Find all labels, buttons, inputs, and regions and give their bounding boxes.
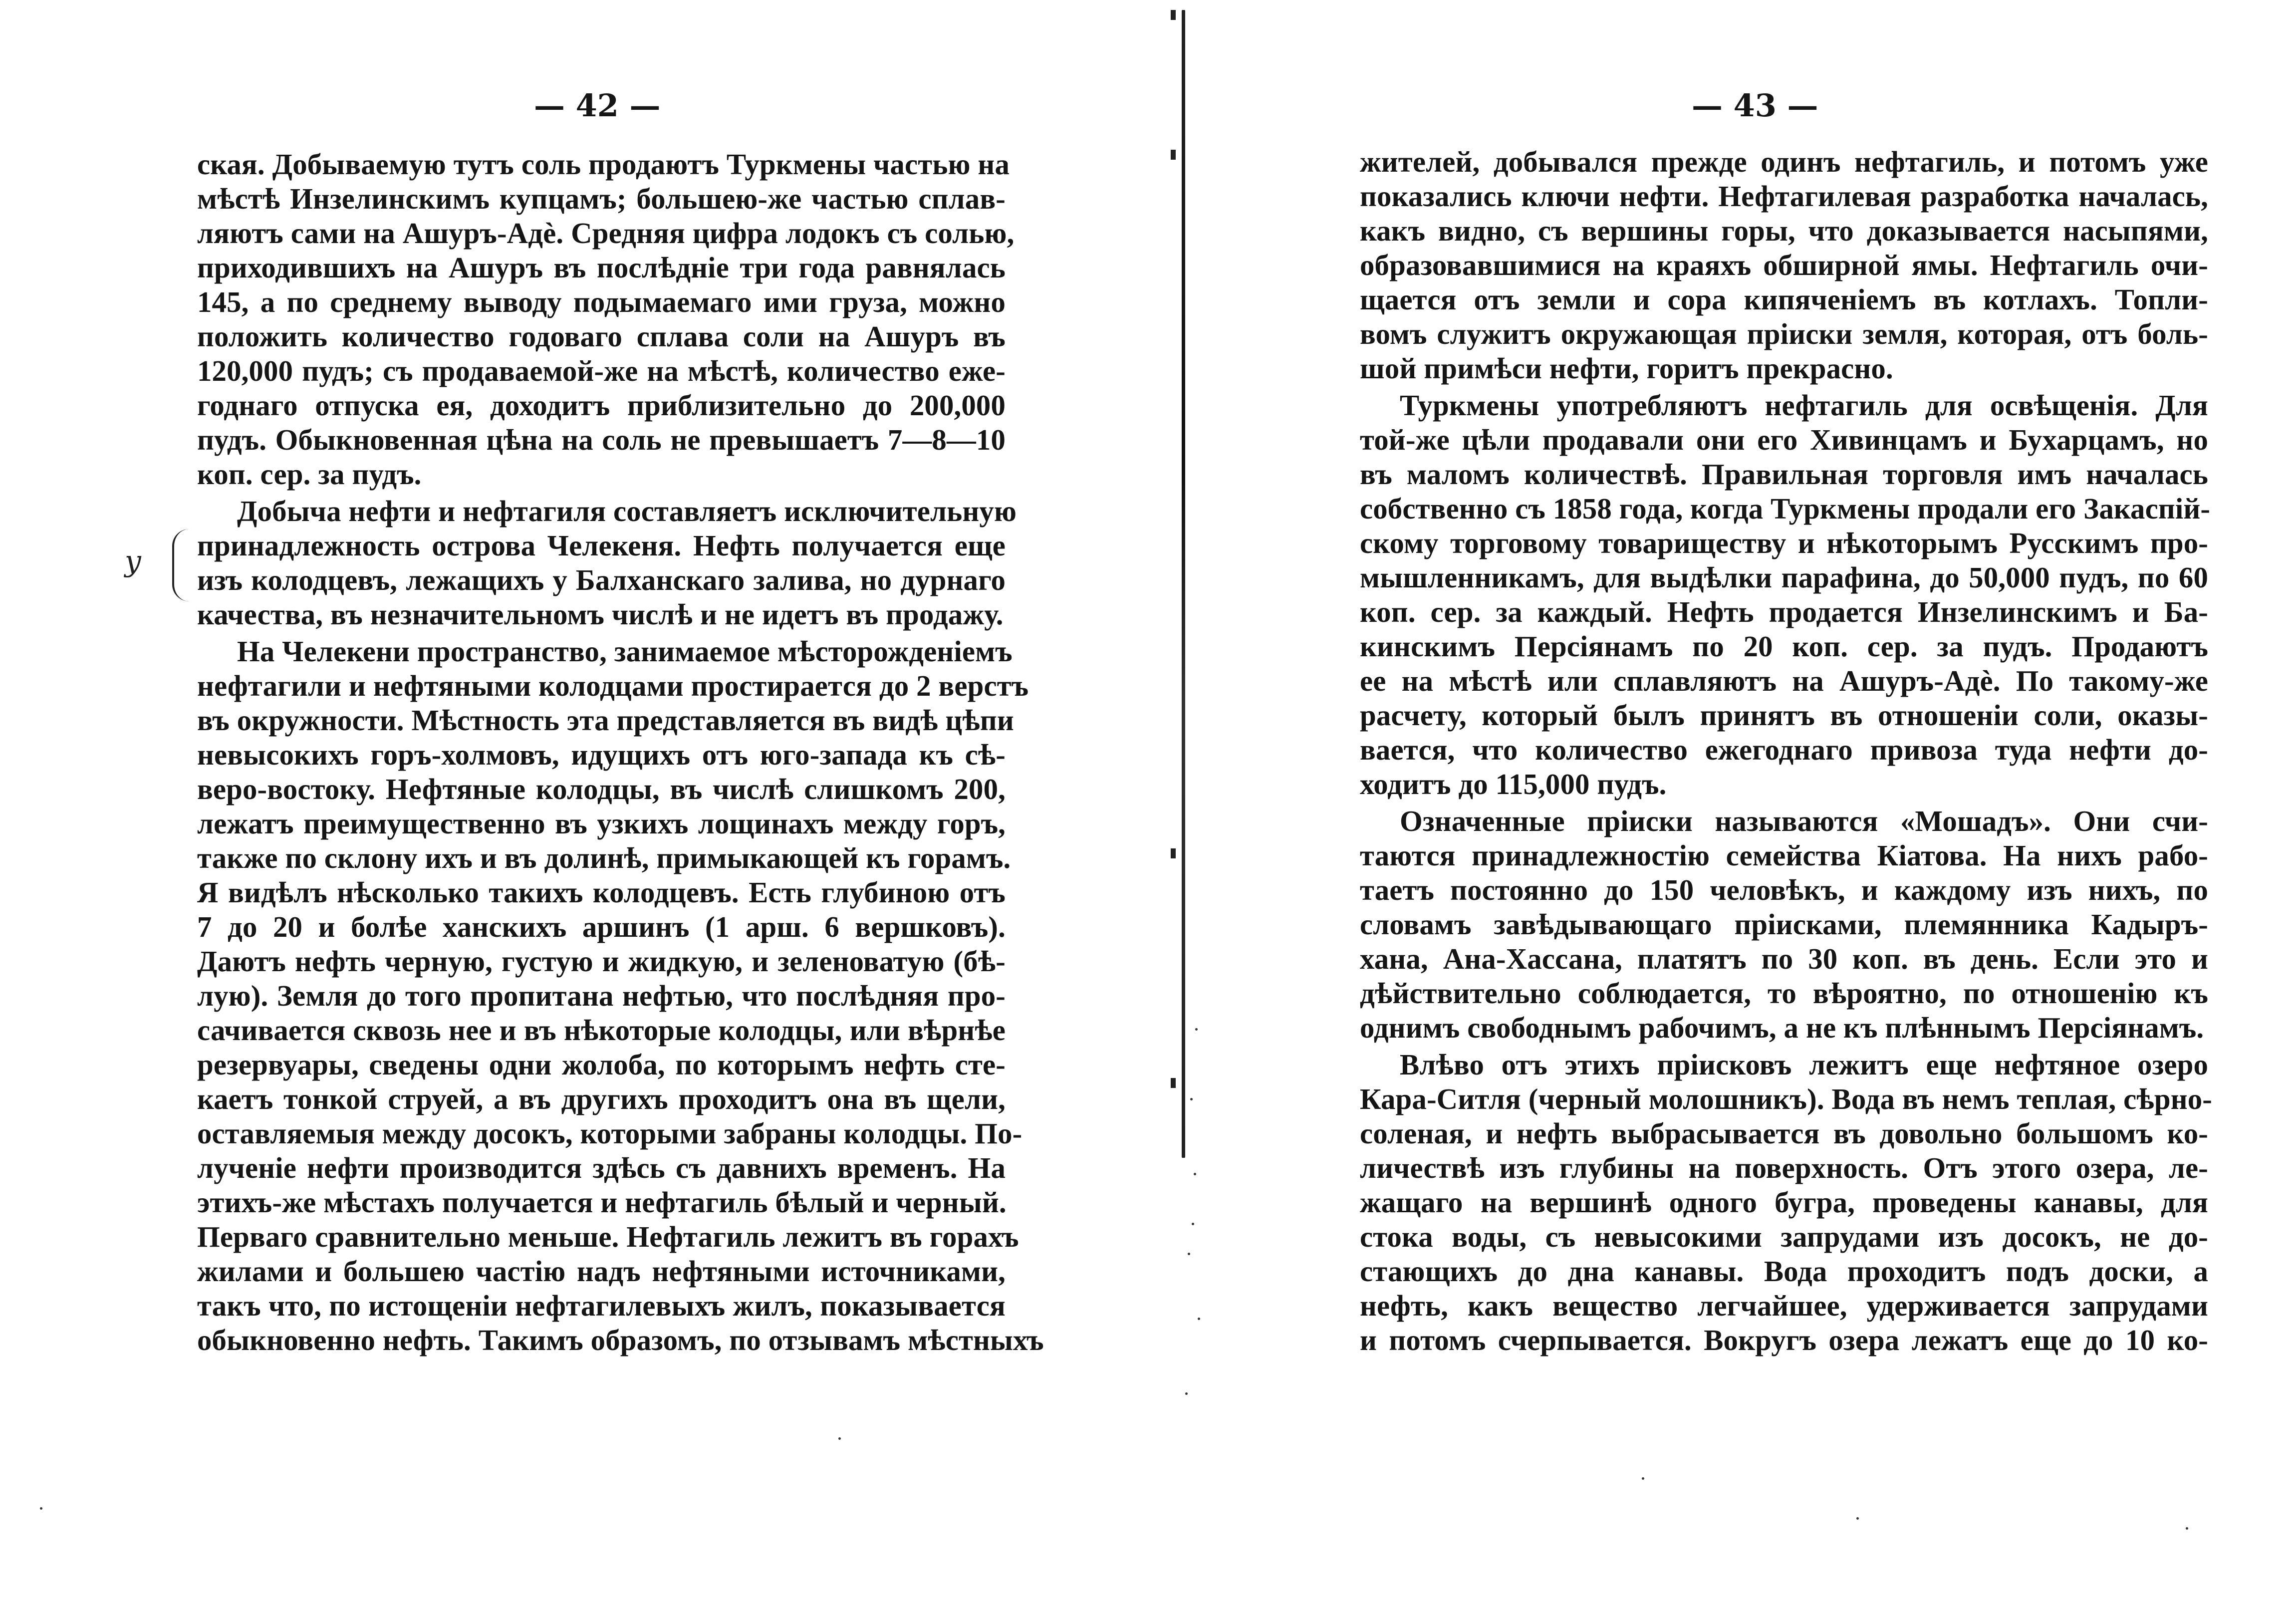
text-line: и потомъ счерпывается. Вокругъ озера лежатъ еще до 10 ко- — [1360, 1324, 2208, 1356]
text-line: невысокихъ горъ-холмовъ, идущихъ отъ юго-запада къ сѣ- — [197, 739, 1006, 771]
paper-speck — [1198, 1318, 1200, 1320]
text-column — [1360, 145, 2213, 1360]
text-line: Туркмены употребляютъ нефтагиль для освѣщенія. Для — [1400, 389, 2208, 422]
text-line: обыкновенно нефть. Такимъ образомъ, по отзывамъ мѣстныхъ — [197, 1324, 1044, 1356]
page-number: — 43 — — [1692, 87, 1818, 124]
text-line: жителей, добывался прежде одинъ нефтагиль, и потомъ уже — [1360, 146, 2208, 178]
text-line: также по склону ихъ и въ долинѣ, примыкающей къ горамъ. — [197, 842, 1011, 874]
right-page — [1163, 0, 2296, 1615]
text-line: дѣйствительно соблюдается, то вѣроятно, по отношенію къ — [1360, 977, 2208, 1010]
text-line: пудъ. Обыкновенная цѣна на соль не превышаетъ 7—8—10 — [197, 424, 1006, 456]
text-line: каетъ тонкой струей, а въ другихъ проходитъ она въ щели, — [197, 1083, 1006, 1115]
text-line: щается отъ земли и сора кипяченіемъ въ котлахъ. Топли- — [1360, 283, 2208, 316]
text-line: стающихъ до дна канавы. Вода проходитъ подъ доски, а — [1360, 1255, 2208, 1288]
text-line: жилами и большею частію надъ нефтяными источниками, — [197, 1255, 1006, 1288]
text-line: коп. сер. за пудъ. — [197, 458, 422, 491]
text-line: изъ колодцевъ, лежащихъ у Балханскаго залива, но дурнаго — [197, 564, 1006, 596]
text-line: сачивается сквозь нее и въ нѣкоторые колодцы, или вѣрнѣе — [197, 1014, 1006, 1047]
paper-speck — [1192, 1223, 1194, 1225]
text-line: шой примѣси нефти, горитъ прекрасно. — [1360, 352, 1893, 385]
text-line: положить количество годоваго сплава соли на Ашуръ въ — [197, 320, 1006, 353]
text-line: лежатъ преимущественно въ узкихъ лощинахъ между горъ, — [197, 808, 1006, 840]
text-line: Добыча нефти и нефтагиля составляетъ исключительную — [237, 495, 1017, 528]
paragraph — [1360, 388, 2211, 802]
text-line: оставляемыя между досокъ, которыми забраны колодцы. По- — [197, 1117, 1022, 1150]
paragraph — [197, 494, 1017, 632]
text-line: мѣстѣ Инзелинскимъ купцамъ; большею-же частью сплав- — [197, 183, 1006, 215]
paper-speck — [2186, 1527, 2188, 1530]
text-line: Кара-Ситля (черный молошникъ). Вода въ немъ теплая, сѣрно- — [1360, 1083, 2213, 1115]
text-line: образовавшимися на краяхъ обширной ямы. Нефтагиль очи- — [1360, 249, 2208, 281]
text-line: годнаго отпуска ея, доходитъ приблизительно до 200,000 — [197, 389, 1006, 422]
text-line: лую). Земля до того пропитана нефтью, что послѣдняя про- — [197, 980, 1006, 1012]
text-line: вается, что количество ежегоднаго привоза туда нефти до- — [1360, 734, 2208, 766]
text-line: коп. сер. за каждый. Нефть продается Инзелинскимъ и Ба- — [1360, 596, 2208, 628]
text-line: ская. Добываемую тутъ соль продаютъ Туркмены частью на — [197, 148, 1010, 181]
text-line: въ маломъ количествѣ. Правильная торговля имъ началась — [1360, 458, 2208, 491]
paragraph — [197, 147, 1015, 492]
text-line: 7 до 20 и болѣе ханскихъ аршинъ (1 арш. 6 вершковъ). — [197, 911, 1006, 943]
paragraph — [1360, 1048, 2213, 1357]
text-line: словамъ завѣдывающаго пріисками, племянника Кадыръ- — [1360, 908, 2208, 941]
paragraph — [1360, 145, 2208, 386]
margin-bracket-mark — [172, 529, 189, 601]
text-line: скому торговому товариществу и нѣкоторымъ Русскимъ про- — [1360, 527, 2208, 559]
text-line: Влѣво отъ этихъ пріисковъ лежитъ еще нефтяное озеро — [1400, 1049, 2208, 1081]
text-line: таются принадлежностію семейства Кіатова. На нихъ рабо- — [1360, 839, 2208, 872]
text-line: вомъ служитъ окружающая пріиски земля, которая, отъ боль- — [1360, 318, 2208, 350]
text-line: хана, Ана-Хассана, платятъ по 30 коп. въ день. Если это и — [1360, 943, 2208, 975]
text-line: качества, въ незначительномъ числѣ и не идетъ въ продажу. — [197, 598, 1004, 631]
paper-speck — [40, 1507, 42, 1510]
text-line: веро-востоку. Нефтяные колодцы, въ числѣ слишкомъ 200, — [197, 773, 1006, 806]
text-line: личествѣ изъ глубины на поверхность. Отъ этого озера, ле- — [1360, 1152, 2208, 1184]
text-line: резервуары, сведены одни жолоба, по которымъ нефть сте- — [197, 1049, 1006, 1081]
text-line: этихъ-же мѣстахъ получается и нефтагиль бѣлый и черный. — [197, 1186, 1007, 1219]
paper-speck — [1642, 1477, 1644, 1480]
paper-speck — [838, 1437, 841, 1440]
text-line: жащаго на вершинѣ одного бугра, проведены канавы, для — [1360, 1186, 2208, 1219]
text-line: принадлежность острова Челекеня. Нефть получается еще — [197, 530, 1006, 562]
text-line: Я видѣлъ нѣсколько такихъ колодцевъ. Есть глубиною отъ — [197, 876, 1006, 909]
gutter-mark — [1171, 1078, 1176, 1088]
text-line: нефть, какъ вещество легчайшее, удерживается запрудами — [1360, 1290, 2208, 1322]
page-number: — 42 — — [534, 87, 661, 124]
text-line: собственно съ 1858 года, когда Туркмены продали его Закаспій- — [1360, 493, 2211, 525]
gutter-mark — [1171, 10, 1176, 20]
text-line: таетъ постоянно до 150 человѣкъ, и каждому изъ нихъ, по — [1360, 874, 2208, 906]
text-line: такъ что, по истощеніи нефтагилевыхъ жилъ, показывается — [197, 1290, 1006, 1322]
text-line: Перваго сравнительно меньше. Нефтагиль лежитъ въ горахъ — [197, 1221, 1019, 1253]
text-line: приходившихъ на Ашуръ въ послѣдніе три года равнялась — [197, 252, 1006, 284]
paragraph — [197, 634, 1044, 1357]
text-line: лученіе нефти производится здѣсь съ давнихъ временъ. На — [197, 1152, 1006, 1184]
paper-speck — [1185, 1392, 1188, 1395]
text-line: кинскимъ Персіянамъ по 20 коп. сер. за пудъ. Продаютъ — [1360, 630, 2208, 663]
gutter-mark — [1171, 150, 1176, 160]
text-column — [197, 147, 1044, 1360]
text-line: Означенные пріиски называются «Мошадъ». Они счи- — [1400, 805, 2208, 837]
text-line: мышленникамъ, для выдѣлки парафина, до 50,000 пудъ, по 60 — [1360, 561, 2208, 594]
margin-annotation: y — [125, 544, 141, 578]
paper-speck — [1195, 1028, 1198, 1031]
paper-speck — [1190, 1098, 1193, 1100]
text-line: однимъ свободнымъ рабочимъ, а не къ плѣннымъ Персіянамъ. — [1360, 1012, 2204, 1044]
text-line: нефтагили и нефтяными колодцами простирается до 2 верстъ — [197, 670, 1029, 702]
text-line: стока воды, съ невысокими запрудами изъ досокъ, не до- — [1360, 1221, 2208, 1253]
text-line: ее на мѣстѣ или сплавляютъ на Ашуръ-Адѐ. По такому-же — [1360, 665, 2208, 697]
text-line: ходитъ до 115,000 пудъ. — [1360, 768, 1667, 801]
text-line: въ окружности. Мѣстность эта представляется въ видѣ цѣпи — [197, 704, 1014, 737]
text-line: 120,000 пудъ; съ продаваемой-же на мѣстѣ, количество еже- — [197, 355, 1006, 387]
paper-speck — [1194, 1173, 1196, 1175]
paper-speck — [1856, 1517, 1859, 1520]
gutter-mark — [1171, 848, 1176, 858]
paper-speck — [1188, 1253, 1190, 1255]
text-line: соленая, и нефть выбрасывается въ довольно большомъ ко- — [1360, 1117, 2208, 1150]
paragraph — [1360, 804, 2208, 1045]
text-line: 145, а по среднему выводу подымаемаго ими груза, можно — [197, 286, 1006, 318]
text-line: Даютъ нефть черную, густую и жидкую, и зеленоватую (бѣ- — [197, 945, 1006, 978]
text-line: расчету, который былъ принятъ въ отношеніи соли, оказы- — [1360, 699, 2208, 732]
text-line: На Челекени пространство, занимаемое мѣсторожденіемъ — [237, 635, 1013, 668]
text-line: той-же цѣли продавали они его Хивинцамъ и Бухарцамъ, но — [1360, 424, 2208, 456]
text-line: ляютъ сами на Ашуръ-Адѐ. Средняя цифра лодокъ съ солью, — [197, 217, 1015, 250]
text-line: показались ключи нефти. Нефтагилевая разработка началась, — [1360, 180, 2208, 213]
text-line: какъ видно, съ вершины горы, что доказывается насыпями, — [1360, 215, 2208, 247]
